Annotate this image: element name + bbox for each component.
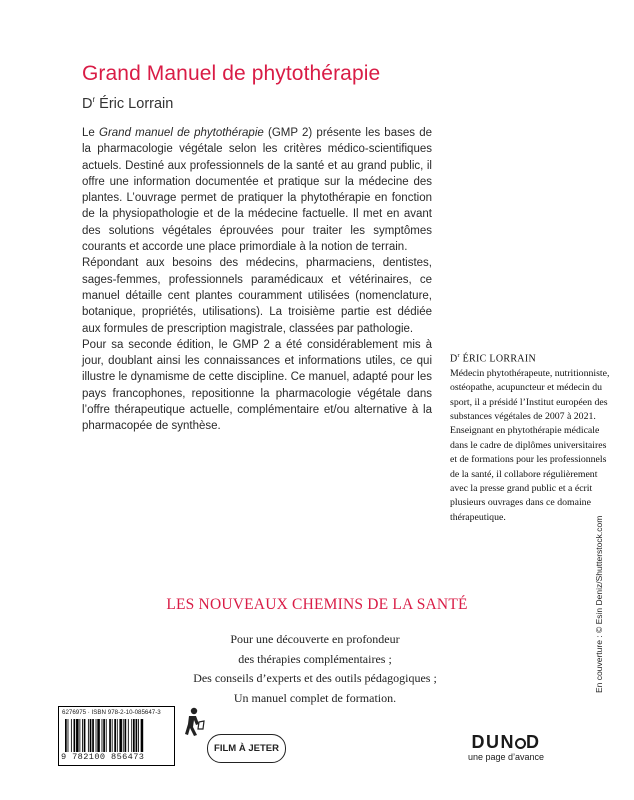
summary-p1-book-title: Grand manuel de phytothérapie [99, 127, 264, 139]
bio-name [450, 349, 615, 367]
summary-p1-start: Le [82, 127, 99, 139]
summary-paragraph-3: Pour sa seconde édition, le GMP 2 a été considérablement mis à jour, doublant ainsi les connaissances et informations utiles, ce qui illustre le dynamisme de cette discipline. Ce manuel, adapté pour les pays francophones, repositionne la pharmacologie végétale dans l’offre thérapeutique actuelle, complémentaire et/ou alternative à la pharmacopée de synthèse. [82, 338, 432, 433]
author-prefix: D [82, 95, 93, 112]
barcode-number: 9 782100 856473 [61, 752, 171, 762]
book-author [82, 95, 173, 112]
summary-paragraph-1 [82, 125, 432, 255]
author-name: Éric Lorrain [95, 95, 174, 112]
publisher-name [466, 732, 546, 752]
feature-line: Des conseils d’experts et des outils pédagogiques ; [193, 671, 437, 685]
feature-line: Pour une découverte en profondeur [230, 632, 400, 646]
barcode [58, 706, 175, 766]
cover-credit: En couverture : © Esin Deniz/Shutterstock.com [594, 515, 604, 693]
barcode-bars [63, 719, 168, 755]
recycle-person-icon [180, 707, 206, 737]
publisher-tagline: une page d’avance [467, 752, 545, 762]
author-sup: r [92, 95, 96, 104]
book-title: Grand Manuel de phytothérapie [82, 62, 381, 85]
collection-features [140, 630, 490, 708]
summary-text [82, 125, 432, 435]
summary-paragraph-2: Répondant aux besoins des médecins, pharmaciens, dentistes, sages-femmes, professionnels paramédicaux et vétérinaires, ce manuel détaille cent plantes couramment utilisées (nomenclature, botanique, propriétés, utilisations). La troisième partie est dédiée aux formules de prescription magistrale, classées par pathologie. [82, 257, 432, 335]
publisher-logo [466, 732, 546, 763]
bio-sup: r [457, 353, 460, 359]
publisher-name-start: DUN [471, 732, 515, 752]
collection-name: LES NOUVEAUX CHEMINS DE LA SANTÉ [166, 596, 468, 613]
author-bio [450, 349, 615, 525]
feature-line: des thérapies complémentaires ; [238, 651, 392, 666]
bio-name-text: ÉRIC LORRAIN [459, 353, 536, 365]
publisher-o-icon [515, 738, 526, 749]
feature-line: Un manuel complet de formation. [233, 690, 397, 705]
bio-prefix: D [450, 353, 458, 365]
publisher-name-end: D [526, 732, 541, 752]
summary-p1-rest: (GMP 2) présente les bases de la pharmacologie végétale selon les critères médico-scientifiques actuels. Destiné aux professionnels de la santé et au grand public, il offre une information documentée et pratique sur la médecine des plantes. L’ouvrage permet de pratiquer la phytothérapie en fonction de la physiopathologie et de la médecine factuelle. Il met en avant des solutions végétales éprouvées pour traiter les symptômes courants et accorde une place primordiale à la notion de terrain. [82, 127, 432, 254]
bio-text: Médecin phytothérapeute, nutritionniste, ostéopathe, acupuncteur et médecin du sport, il a présidé l’Institut européen des substances végétales de 2007 à 2021. Enseignant en phytothérapie médicale dans le cadre de diplômes universitaires et de formations pour les professionnels de la santé, il collabore régulièrement avec la presse grand public et a écrit plusieurs ouvrages dans ce domaine thérapeutique. [450, 367, 610, 523]
isbn-label: 6276975 · ISBN 978-2-10-085647-3 [62, 709, 161, 716]
film-a-jeter-badge: FILM À JETER [207, 734, 286, 763]
